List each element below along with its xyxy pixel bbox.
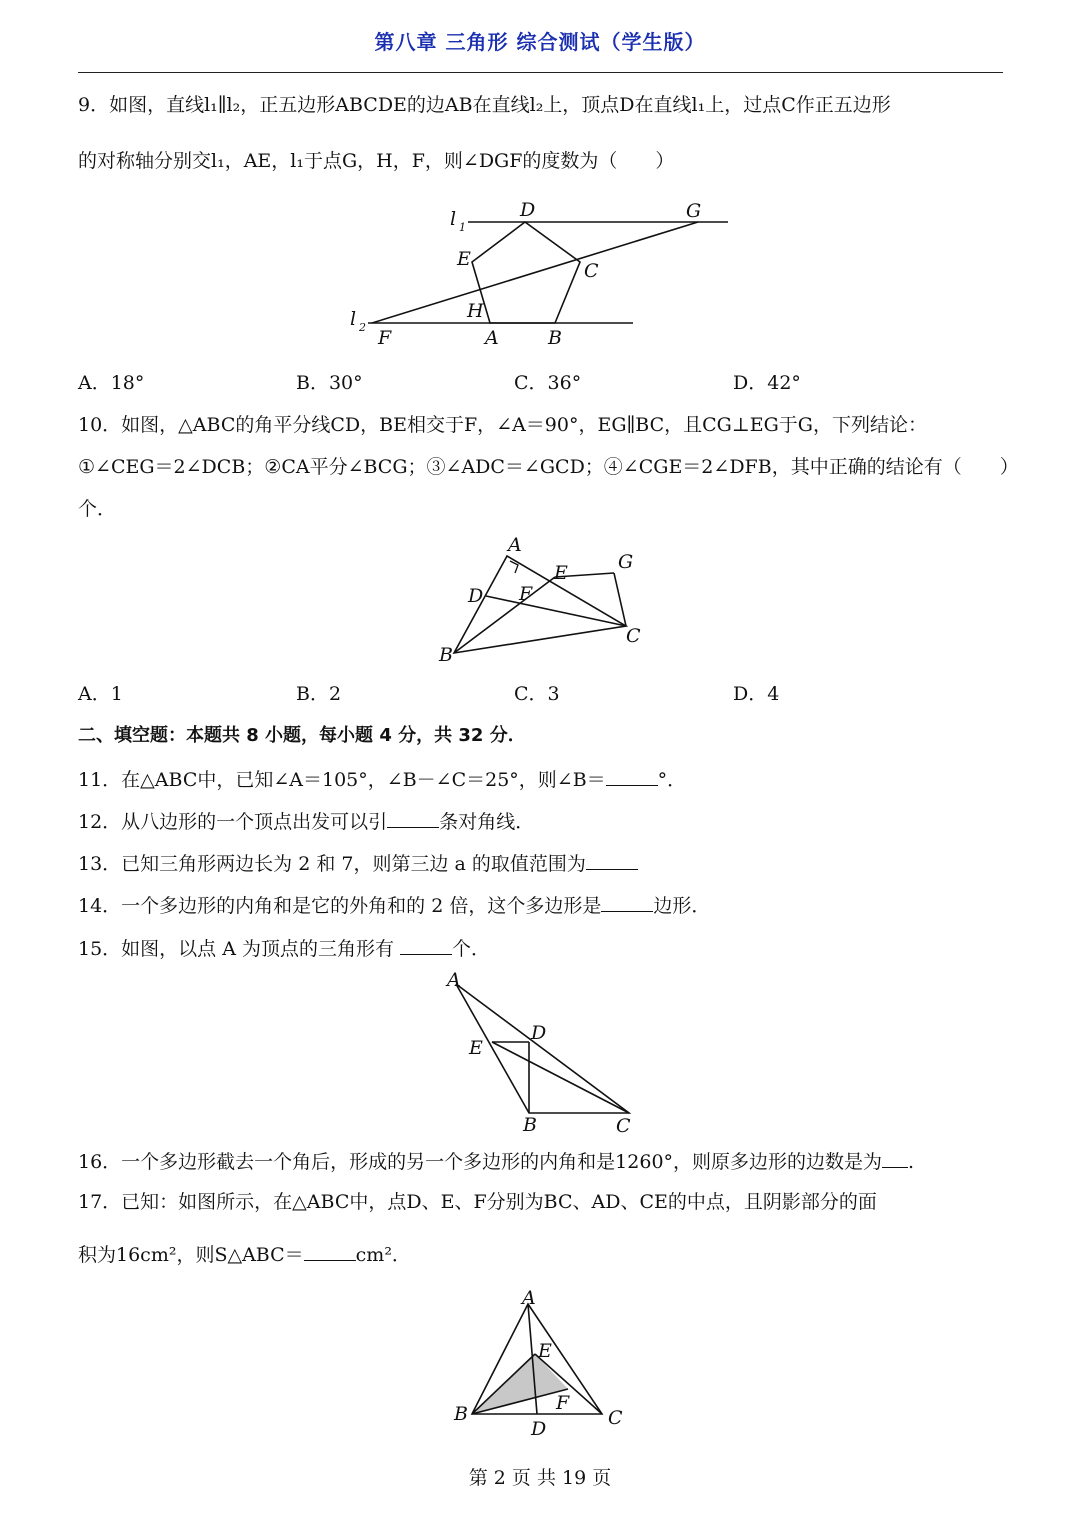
q15 <box>78 934 490 962</box>
label-G: G <box>618 551 634 573</box>
label-C: C <box>608 1407 623 1429</box>
segment-ec <box>492 1042 629 1113</box>
label-l2-sub: 2 <box>359 321 366 334</box>
page-footer: 第 2 页 共 19 页 <box>468 1467 612 1489</box>
q16-text: 16．一个多边形截去一个角后，形成的另一个多边形的内角和是1260°，则原多边形的边数是为 <box>78 1151 883 1173</box>
q9-option-a: A．18° <box>78 372 145 394</box>
q17-text-after: cm²． <box>355 1244 411 1266</box>
q14 <box>78 891 710 919</box>
q9-pentagon-figure <box>340 195 740 355</box>
q17-triangle-figure <box>440 1284 640 1444</box>
q17-line2 <box>78 1240 411 1268</box>
label-E: E <box>469 1037 483 1059</box>
label-l1: l <box>450 208 457 230</box>
q15-triangle-figure <box>440 968 650 1138</box>
q10-option-d: D．4 <box>733 683 780 705</box>
label-F: F <box>519 583 533 605</box>
label-D: D <box>531 1418 547 1440</box>
label-C: C <box>584 260 599 282</box>
label-A: A <box>485 327 499 349</box>
label-B: B <box>439 644 453 666</box>
q14-answer-blank[interactable] <box>601 891 653 912</box>
q12 <box>78 807 534 835</box>
label-A: A <box>522 1287 536 1309</box>
label-G: G <box>686 200 702 222</box>
label-A: A <box>447 969 461 991</box>
q9-line1: 9．如图，直线l₁∥l₂，正五边形ABCDE的边AB在直线l₂上，顶点D在直线l₁上，过点C作正五边形 <box>78 94 891 116</box>
label-D: D <box>468 585 484 607</box>
q10-option-a: A．1 <box>78 683 123 705</box>
q17-text: 积为16cm²，则S△ABC＝ <box>78 1244 304 1266</box>
q12-text-after: 条对角线． <box>439 811 535 833</box>
q16 <box>78 1147 914 1175</box>
label-B: B <box>548 327 562 349</box>
label-F: F <box>556 1392 570 1414</box>
q15-text: 15．如图，以点 A 为顶点的三角形有 <box>78 938 394 960</box>
q15-text-after: 个． <box>452 938 491 960</box>
label-C: C <box>626 625 641 647</box>
q10-triangle-figure <box>430 530 660 670</box>
q13-text: 13．已知三角形两边长为 2 和 7，则第三边 a 的取值范围为 <box>78 853 586 875</box>
right-angle-mark <box>510 561 518 573</box>
q10-line2: ①∠CEG＝2∠DCB；②CA平分∠BCG；③∠ADC＝∠GCD；④∠CGE＝2∠DFB，其中正确的结论有（ ） <box>78 456 1019 478</box>
q17-line1: 17．已知：如图所示，在△ABC中，点D、E、F分别为BC、AD、CE的中点，且阴影部分的面 <box>78 1191 877 1213</box>
label-l1-sub: 1 <box>459 221 466 234</box>
label-E: E <box>538 1340 552 1362</box>
q11 <box>78 765 686 793</box>
section-title: 二、填空题：本题共 8 小题，每小题 4 分，共 32 分． <box>78 725 526 746</box>
q10-option-c: C．3 <box>514 683 560 705</box>
label-C: C <box>616 1115 631 1137</box>
header-rule <box>78 72 1003 73</box>
segment-cg <box>614 573 626 626</box>
q11-text-after: °． <box>657 769 687 791</box>
q15-answer-blank[interactable] <box>400 934 452 955</box>
pentagon-abcde <box>472 222 580 323</box>
label-E: E <box>554 562 568 584</box>
label-l2: l <box>350 308 357 330</box>
q10-line3: 个． <box>78 498 117 520</box>
q11-text: 11．在△ABC中，已知∠A＝105°，∠B－∠C＝25°，则∠B＝ <box>78 769 606 791</box>
q11-answer-blank[interactable] <box>606 765 658 786</box>
q13-answer-blank[interactable] <box>586 849 638 870</box>
q17-answer-blank[interactable] <box>304 1240 356 1261</box>
q9-option-b: B．30° <box>296 372 363 394</box>
label-B: B <box>454 1403 468 1425</box>
q10-option-b: B．2 <box>296 683 342 705</box>
q9-option-c: C．36° <box>514 372 582 394</box>
q9-line2: 的对称轴分别交l₁，AE，l₁于点G，H，F，则∠DGF的度数为（ ） <box>78 150 675 172</box>
label-B: B <box>523 1114 537 1136</box>
label-E: E <box>457 248 471 270</box>
q16-answer-blank[interactable] <box>882 1147 908 1168</box>
symmetry-axis-fg <box>372 222 698 323</box>
q16-text-after: . <box>908 1151 915 1173</box>
q12-text: 12．从八边形的一个顶点出发可以引 <box>78 811 388 833</box>
q9-option-d: D．42° <box>733 372 801 394</box>
q10-line1: 10．如图，△ABC的角平分线CD，BE相交于F，∠A＝90°，EG∥BC，且CG⊥EG于G，下列结论： <box>78 414 927 436</box>
bisector-cd <box>486 596 626 626</box>
q14-text-after: 边形． <box>653 895 711 917</box>
page-header-title: 第八章 三角形 综合测试（学生版） <box>374 30 706 54</box>
label-D: D <box>531 1022 547 1044</box>
q12-answer-blank[interactable] <box>387 807 439 828</box>
label-F: F <box>378 327 392 349</box>
label-D: D <box>520 199 536 221</box>
label-H: H <box>467 300 484 322</box>
q14-text: 14．一个多边形的内角和是它的外角和的 2 倍，这个多边形是 <box>78 895 602 917</box>
label-A: A <box>508 534 522 556</box>
q13 <box>78 849 638 877</box>
